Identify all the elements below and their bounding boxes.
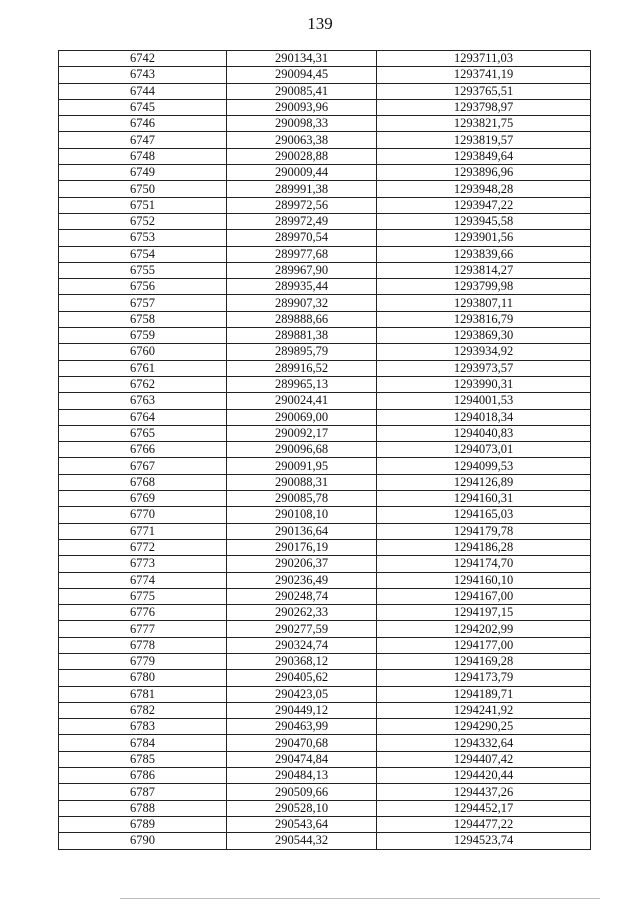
page-number: 139 [307, 14, 333, 33]
y-coordinate-cell: 1294523,74 [377, 833, 591, 849]
table-row [59, 572, 591, 588]
y-coordinate-cell: 1294099,53 [377, 458, 591, 474]
point-number-cell: 6775 [59, 588, 227, 604]
y-coordinate-cell: 1293741,19 [377, 67, 591, 83]
y-coordinate-cell: 1294160,31 [377, 491, 591, 507]
table-row [59, 262, 591, 278]
x-coordinate-cell: 290009,44 [227, 165, 377, 181]
y-coordinate-cell: 1294452,17 [377, 800, 591, 816]
point-number-cell: 6767 [59, 458, 227, 474]
y-coordinate-cell: 1293869,30 [377, 328, 591, 344]
y-coordinate-cell: 1294169,28 [377, 653, 591, 669]
y-coordinate-cell: 1293807,11 [377, 295, 591, 311]
table-row [59, 132, 591, 148]
table-row [59, 719, 591, 735]
x-coordinate-cell: 290324,74 [227, 637, 377, 653]
y-coordinate-cell: 1294073,01 [377, 442, 591, 458]
point-number-cell: 6765 [59, 425, 227, 441]
x-coordinate-cell: 289881,38 [227, 328, 377, 344]
y-coordinate-cell: 1294241,92 [377, 702, 591, 718]
point-number-cell: 6776 [59, 605, 227, 621]
x-coordinate-cell: 290236,49 [227, 572, 377, 588]
y-coordinate-cell: 1294197,15 [377, 605, 591, 621]
x-coordinate-cell: 290069,00 [227, 409, 377, 425]
table-row [59, 328, 591, 344]
x-coordinate-cell: 290463,99 [227, 719, 377, 735]
point-number-cell: 6770 [59, 507, 227, 523]
table-row [59, 588, 591, 604]
point-number-cell: 6783 [59, 719, 227, 735]
x-coordinate-cell: 290091,95 [227, 458, 377, 474]
x-coordinate-cell: 289972,56 [227, 197, 377, 213]
point-number-cell: 6761 [59, 360, 227, 376]
y-coordinate-cell: 1294174,70 [377, 556, 591, 572]
x-coordinate-cell: 290176,19 [227, 539, 377, 555]
y-coordinate-cell: 1294018,34 [377, 409, 591, 425]
y-coordinate-cell: 1293973,57 [377, 360, 591, 376]
table-row [59, 784, 591, 800]
x-coordinate-cell: 290093,96 [227, 99, 377, 115]
table-row [59, 670, 591, 686]
y-coordinate-cell: 1293901,56 [377, 230, 591, 246]
y-coordinate-cell: 1293948,28 [377, 181, 591, 197]
x-coordinate-cell: 290134,31 [227, 51, 377, 67]
x-coordinate-cell: 289916,52 [227, 360, 377, 376]
point-number-cell: 6766 [59, 442, 227, 458]
table-row [59, 181, 591, 197]
table-row [59, 425, 591, 441]
point-number-cell: 6748 [59, 148, 227, 164]
y-coordinate-cell: 1293839,66 [377, 246, 591, 262]
point-number-cell: 6750 [59, 181, 227, 197]
y-coordinate-cell: 1294167,00 [377, 588, 591, 604]
table-row [59, 800, 591, 816]
point-number-cell: 6747 [59, 132, 227, 148]
y-coordinate-cell: 1294437,26 [377, 784, 591, 800]
point-number-cell: 6760 [59, 344, 227, 360]
x-coordinate-cell: 290085,41 [227, 83, 377, 99]
x-coordinate-cell: 290024,41 [227, 393, 377, 409]
x-coordinate-cell: 290474,84 [227, 751, 377, 767]
x-coordinate-cell: 289895,79 [227, 344, 377, 360]
point-number-cell: 6772 [59, 539, 227, 555]
table-row [59, 458, 591, 474]
point-number-cell: 6751 [59, 197, 227, 213]
table-row [59, 99, 591, 115]
table-row [59, 213, 591, 229]
point-number-cell: 6752 [59, 213, 227, 229]
point-number-cell: 6744 [59, 83, 227, 99]
table-row [59, 702, 591, 718]
table-row [59, 165, 591, 181]
x-coordinate-cell: 290368,12 [227, 653, 377, 669]
point-number-cell: 6754 [59, 246, 227, 262]
table-row [59, 295, 591, 311]
table-row [59, 523, 591, 539]
point-number-cell: 6790 [59, 833, 227, 849]
y-coordinate-cell: 1294179,78 [377, 523, 591, 539]
table-row [59, 246, 591, 262]
x-coordinate-cell: 290085,78 [227, 491, 377, 507]
point-number-cell: 6746 [59, 116, 227, 132]
y-coordinate-cell: 1294186,28 [377, 539, 591, 555]
table-row [59, 409, 591, 425]
point-number-cell: 6757 [59, 295, 227, 311]
table-row [59, 621, 591, 637]
point-number-cell: 6762 [59, 376, 227, 392]
x-coordinate-cell: 289977,68 [227, 246, 377, 262]
table-row [59, 507, 591, 523]
y-coordinate-cell: 1294173,79 [377, 670, 591, 686]
table-row [59, 197, 591, 213]
y-coordinate-cell: 1294001,53 [377, 393, 591, 409]
point-number-cell: 6768 [59, 474, 227, 490]
point-number-cell: 6781 [59, 686, 227, 702]
table-row [59, 83, 591, 99]
table-row [59, 148, 591, 164]
table-row [59, 393, 591, 409]
x-coordinate-cell: 289967,90 [227, 262, 377, 278]
coordinates-table [58, 50, 591, 850]
table-row [59, 442, 591, 458]
table-row [59, 360, 591, 376]
y-coordinate-cell: 1294126,89 [377, 474, 591, 490]
x-coordinate-cell: 290098,33 [227, 116, 377, 132]
x-coordinate-cell: 289970,54 [227, 230, 377, 246]
y-coordinate-cell: 1294290,25 [377, 719, 591, 735]
point-number-cell: 6788 [59, 800, 227, 816]
y-coordinate-cell: 1294407,42 [377, 751, 591, 767]
x-coordinate-cell: 290096,68 [227, 442, 377, 458]
point-number-cell: 6777 [59, 621, 227, 637]
table-row [59, 376, 591, 392]
y-coordinate-cell: 1294420,44 [377, 768, 591, 784]
y-coordinate-cell: 1294189,71 [377, 686, 591, 702]
x-coordinate-cell: 290423,05 [227, 686, 377, 702]
table-row [59, 67, 591, 83]
table-row [59, 751, 591, 767]
table-row [59, 686, 591, 702]
table-row [59, 344, 591, 360]
table-body [59, 51, 591, 850]
table-row [59, 311, 591, 327]
point-number-cell: 6787 [59, 784, 227, 800]
table-row [59, 816, 591, 832]
x-coordinate-cell: 290108,10 [227, 507, 377, 523]
y-coordinate-cell: 1293819,57 [377, 132, 591, 148]
point-number-cell: 6763 [59, 393, 227, 409]
y-coordinate-cell: 1294165,03 [377, 507, 591, 523]
y-coordinate-cell: 1293711,03 [377, 51, 591, 67]
table-row [59, 491, 591, 507]
point-number-cell: 6779 [59, 653, 227, 669]
y-coordinate-cell: 1293934,92 [377, 344, 591, 360]
point-number-cell: 6771 [59, 523, 227, 539]
point-number-cell: 6784 [59, 735, 227, 751]
x-coordinate-cell: 290136,64 [227, 523, 377, 539]
x-coordinate-cell: 290262,33 [227, 605, 377, 621]
x-coordinate-cell: 290544,32 [227, 833, 377, 849]
y-coordinate-cell: 1293816,79 [377, 311, 591, 327]
x-coordinate-cell: 289991,38 [227, 181, 377, 197]
point-number-cell: 6749 [59, 165, 227, 181]
point-number-cell: 6742 [59, 51, 227, 67]
y-coordinate-cell: 1294477,22 [377, 816, 591, 832]
x-coordinate-cell: 290449,12 [227, 702, 377, 718]
y-coordinate-cell: 1293945,58 [377, 213, 591, 229]
x-coordinate-cell: 290509,66 [227, 784, 377, 800]
x-coordinate-cell: 290470,68 [227, 735, 377, 751]
y-coordinate-cell: 1293799,98 [377, 279, 591, 295]
y-coordinate-cell: 1293990,31 [377, 376, 591, 392]
y-coordinate-cell: 1293765,51 [377, 83, 591, 99]
x-coordinate-cell: 290543,64 [227, 816, 377, 832]
point-number-cell: 6753 [59, 230, 227, 246]
point-number-cell: 6778 [59, 637, 227, 653]
x-coordinate-cell: 289907,32 [227, 295, 377, 311]
coordinates-table-container [58, 50, 590, 850]
x-coordinate-cell: 290405,62 [227, 670, 377, 686]
y-coordinate-cell: 1294177,00 [377, 637, 591, 653]
x-coordinate-cell: 290088,31 [227, 474, 377, 490]
x-coordinate-cell: 290206,37 [227, 556, 377, 572]
table-row [59, 768, 591, 784]
table-row [59, 539, 591, 555]
y-coordinate-cell: 1294160,10 [377, 572, 591, 588]
x-coordinate-cell: 290484,13 [227, 768, 377, 784]
y-coordinate-cell: 1293814,27 [377, 262, 591, 278]
table-row [59, 279, 591, 295]
point-number-cell: 6764 [59, 409, 227, 425]
point-number-cell: 6745 [59, 99, 227, 115]
y-coordinate-cell: 1293821,75 [377, 116, 591, 132]
table-row [59, 474, 591, 490]
x-coordinate-cell: 290277,59 [227, 621, 377, 637]
x-coordinate-cell: 290248,74 [227, 588, 377, 604]
table-row [59, 230, 591, 246]
point-number-cell: 6782 [59, 702, 227, 718]
x-coordinate-cell: 289888,66 [227, 311, 377, 327]
x-coordinate-cell: 289972,49 [227, 213, 377, 229]
point-number-cell: 6773 [59, 556, 227, 572]
x-coordinate-cell: 290094,45 [227, 67, 377, 83]
table-row [59, 51, 591, 67]
point-number-cell: 6785 [59, 751, 227, 767]
y-coordinate-cell: 1294332,64 [377, 735, 591, 751]
table-row [59, 833, 591, 849]
point-number-cell: 6774 [59, 572, 227, 588]
point-number-cell: 6769 [59, 491, 227, 507]
y-coordinate-cell: 1293947,22 [377, 197, 591, 213]
table-row [59, 735, 591, 751]
point-number-cell: 6758 [59, 311, 227, 327]
table-row [59, 605, 591, 621]
table-row [59, 116, 591, 132]
x-coordinate-cell: 290528,10 [227, 800, 377, 816]
x-coordinate-cell: 290028,88 [227, 148, 377, 164]
point-number-cell: 6743 [59, 67, 227, 83]
x-coordinate-cell: 289935,44 [227, 279, 377, 295]
point-number-cell: 6759 [59, 328, 227, 344]
point-number-cell: 6786 [59, 768, 227, 784]
point-number-cell: 6756 [59, 279, 227, 295]
table-row [59, 637, 591, 653]
y-coordinate-cell: 1294202,99 [377, 621, 591, 637]
y-coordinate-cell: 1294040,83 [377, 425, 591, 441]
y-coordinate-cell: 1293896,96 [377, 165, 591, 181]
y-coordinate-cell: 1293798,97 [377, 99, 591, 115]
bottom-rule [120, 898, 600, 899]
table-row [59, 556, 591, 572]
table-row [59, 653, 591, 669]
point-number-cell: 6755 [59, 262, 227, 278]
point-number-cell: 6780 [59, 670, 227, 686]
y-coordinate-cell: 1293849,64 [377, 148, 591, 164]
point-number-cell: 6789 [59, 816, 227, 832]
x-coordinate-cell: 289965,13 [227, 376, 377, 392]
x-coordinate-cell: 290063,38 [227, 132, 377, 148]
x-coordinate-cell: 290092,17 [227, 425, 377, 441]
